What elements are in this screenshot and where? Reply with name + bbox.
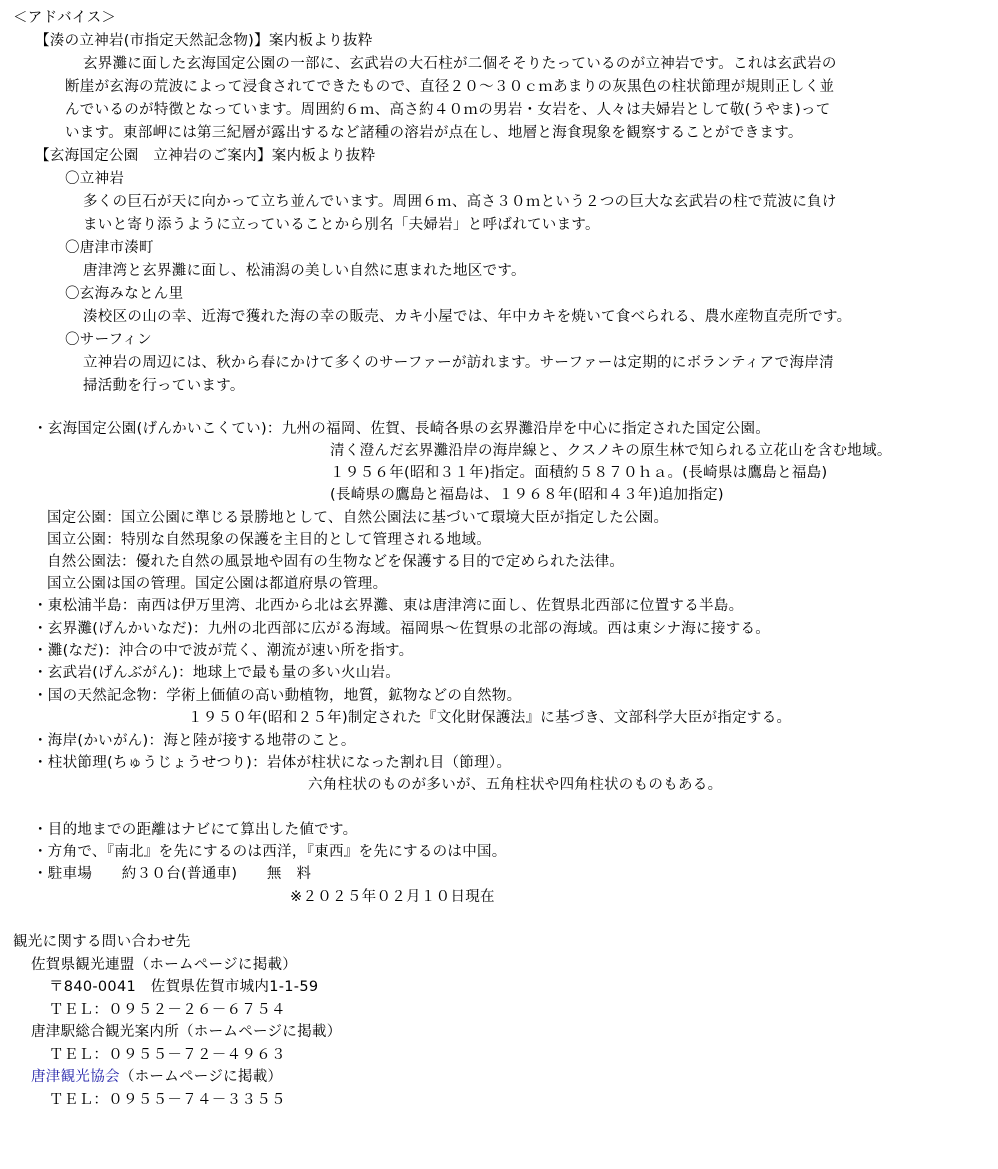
guide-section-title: 〇玄海みなとん里 (65, 286, 184, 302)
glossary-park-note: 国立公園：特別な自然現象の保護を主目的として管理される地域。 (47, 532, 491, 548)
karatsu-station-info-tel: ＴＥＬ：０９５５－７２－４９６３ (49, 1047, 286, 1063)
guide-section-line: 湊校区の山の幸、近海で獲れた海の幸の販売、カキ小屋では、年中カキを焼いて食べられる、農水産物直売所です。 (83, 309, 852, 325)
glossary-joint-continuation: 六角柱状のものが多いが、五角柱状や四角柱状のものもある。 (308, 777, 723, 793)
guide-section-line: 掃活動を行っています。 (83, 378, 245, 394)
glossary-term: ・柱状節理(ちゅうじょうせつり)：岩体が柱状になった割れ目（節理）。 (33, 755, 512, 771)
glossary-monument-continuation: １９５０年(昭和２５年)制定された『文化財保護法』に基づき、文部科学大臣が指定する。 (188, 710, 792, 726)
advice-heading: ＜アドバイス＞ (13, 10, 117, 26)
saga-federation-tel: ＴＥＬ：０９５２－２６－６７５４ (49, 1002, 286, 1018)
minato-line: んでいるのが特徴となっています。周囲約６ｍ、高さ約４０ｍの男岩・女岩を、人々は夫婦岩として敬(うやま)って (65, 102, 831, 118)
guide-section-title: 〇サーフィン (65, 332, 152, 348)
karatsu-tourism-association-link[interactable]: 唐津観光協会 (31, 1069, 120, 1085)
glossary-park-continuation: (長崎県の鷹島と福島は、１９６８年(昭和４３年)追加指定) (330, 487, 724, 503)
guide-section-line: 唐津湾と玄界灘に面し、松浦潟の美しい自然に恵まれた地区です。 (83, 263, 526, 279)
note-line: ・方角で、『南北』を先にするのは西洋，『東西』を先にするのは中国。 (33, 844, 507, 860)
karatsu-station-info-name: 唐津駅総合観光案内所（ホームページに掲載） (31, 1024, 342, 1040)
glossary-term: ・玄界灘(げんかいなだ)：九州の北西部に広がる海域。福岡県～佐賀県の北部の海域。西は東シナ海に接する。 (33, 621, 771, 637)
date-note: ※２０２５年０２月１０日現在 (290, 889, 495, 905)
glossary-park-note: 国立公園は国の管理。国定公園は都道府県の管理。 (47, 576, 388, 592)
glossary-park-term: ・玄海国定公園(げんかいこくてい)：九州の福岡、佐賀、長崎各県の玄界灘沿岸を中心に指定された国定公園。 (33, 421, 771, 437)
minato-line: 玄界灘に面した玄海国定公園の一部に、玄武岩の大石柱が二個そそりたっているのが立神岩です。これは玄武岩の (83, 56, 837, 72)
glossary-park-continuation: １９５６年(昭和３１年)指定。面積約５８７０ｈａ。(長崎県は鷹島と福島) (330, 465, 828, 481)
karatsu-association-row (31, 1066, 282, 1088)
note-line: ・目的地までの距離はナビにて算出した値です。 (33, 822, 358, 838)
minato-title: 【湊の立神岩(市指定天然記念物)】案内板より抜粋 (35, 33, 373, 49)
glossary-term: ・灘(なだ)：沖合の中で波が荒く、潮流が速い所を指す。 (33, 643, 414, 659)
minato-line: 断崖が玄海の荒波によって浸食されてできたもので、直径２０～３０ｃｍあまりの灰黒色の柱状節理が規則正しく並 (65, 79, 835, 95)
saga-federation-address: 〒840-0041 佐賀県佐賀市城内1-1-59 (49, 979, 319, 995)
karatsu-association-tel: ＴＥＬ：０９５５－７４－３３５５ (49, 1092, 286, 1108)
guide-section-title: 〇立神岩 (65, 171, 125, 187)
glossary-term: ・国の天然記念物：学術上価値の高い動植物，地質，鉱物などの自然物。 (33, 688, 522, 704)
guide-section-line: 多くの巨石が天に向かって立ち並んでいます。周囲６ｍ、高さ３０ｍという２つの巨大な玄武岩の柱で荒波に負け (83, 194, 837, 210)
glossary-park-note: 国定公園：国立公園に準じる景勝地として、自然公園法に基づいて環境大臣が指定した公園。 (47, 510, 669, 526)
contacts-heading: 観光に関する問い合わせ先 (13, 934, 191, 950)
parking-line: ・駐車場 約３０台(普通車) 無 料 (33, 866, 312, 882)
glossary-park-continuation: 清く澄んだ玄界灘沿岸の海岸線と、クスノキの原生林で知られる立花山を含む地域。 (330, 443, 892, 459)
karatsu-association-suffix: （ホームページに掲載） (119, 1069, 283, 1085)
glossary-term: ・東松浦半島：南西は伊万里湾、北西から北は玄界灘、東は唐津湾に面し、佐賀県北西部に位置する半島。 (33, 598, 744, 614)
glossary-term: ・海岸(かいがん)：海と陸が接する地帯のこと。 (33, 733, 356, 749)
glossary-park-note: 自然公園法：優れた自然の風景地や固有の生物などを保護する目的で定められた法律。 (47, 554, 625, 570)
glossary-term: ・玄武岩(げんぶがん)：地球上で最も量の多い火山岩。 (33, 665, 401, 681)
guide-section-line: まいと寄り添うように立っていることから別名「夫婦岩」と呼ばれています。 (83, 217, 600, 233)
saga-federation-name: 佐賀県観光連盟（ホームページに掲載） (31, 957, 298, 973)
guide-section-line: 立神岩の周辺には、秋から春にかけて多くのサーファーが訪れます。サーファーは定期的にボランティアで海岸清 (83, 355, 834, 371)
genkai-guide-title: 【玄海国定公園 立神岩のご案内】案内板より抜粋 (35, 148, 376, 164)
guide-section-title: 〇唐津市湊町 (65, 240, 154, 256)
minato-line: います。東部岬には第三紀層が露出するなど諸種の溶岩が点在し、地層と海食現象を観察することができます。 (65, 125, 803, 141)
